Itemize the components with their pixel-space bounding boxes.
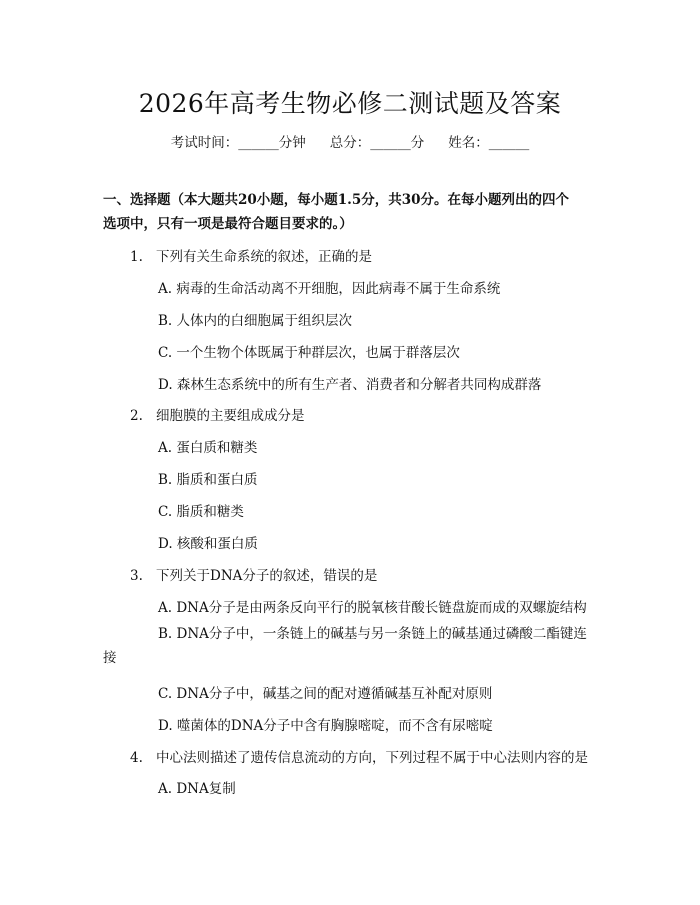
- page-title: 2026年高考生物必修二测试题及答案: [138, 89, 562, 118]
- section-heading: [103, 188, 603, 236]
- total-score-field: 总分：______分: [329, 135, 425, 151]
- answer-option: B. 脂质和蛋白质: [158, 472, 258, 488]
- section-heading-line: 一、选择题（本大题共20小题，每小题1.5分，共30分。在每小题列出的四个: [103, 192, 570, 208]
- question-number: 3.: [130, 568, 143, 584]
- question-number: 4.: [130, 750, 143, 766]
- answer-option: B. DNA分子中，一条链上的碱基与另一条链上的碱基通过磷酸二酯键连接: [103, 626, 587, 666]
- question-stem: [130, 404, 305, 424]
- answer-option: C. 一个生物个体既属于种群层次，也属于群落层次: [158, 345, 460, 361]
- question-text: 细胞膜的主要组成成分是: [156, 408, 305, 424]
- question-stem: [130, 746, 588, 766]
- question-number: 1.: [130, 249, 143, 265]
- answer-option: B. 人体内的白细胞属于组织层次: [158, 313, 353, 329]
- exam-time-field: 考试时间：______分钟: [170, 135, 306, 151]
- answer-option: A. 蛋白质和糖类: [158, 440, 258, 456]
- question-number: 2.: [130, 408, 143, 424]
- answer-option: A. DNA复制: [158, 781, 236, 797]
- answer-option: C. DNA分子中，碱基之间的配对遵循碱基互补配对原则: [158, 686, 493, 702]
- question-text: 中心法则描述了遗传信息流动的方向，下列过程不属于中心法则内容的是: [156, 750, 588, 766]
- question-stem: [130, 564, 377, 584]
- question-stem: [130, 245, 372, 265]
- answer-option: D. 噬菌体的DNA分子中含有胸腺嘧啶，而不含有尿嘧啶: [158, 718, 493, 734]
- answer-option: A. DNA分子是由两条反向平行的脱氧核苷酸长链盘旋而成的双螺旋结构: [158, 600, 587, 616]
- answer-option: D. 森林生态系统中的所有生产者、消费者和分解者共同构成群落: [158, 377, 542, 393]
- answer-option: C. 脂质和糖类: [158, 504, 244, 520]
- answer-option: D. 核酸和蛋白质: [158, 536, 258, 552]
- question-text: 下列有关生命系统的叙述，正确的是: [156, 249, 372, 265]
- student-name-field: 姓名：______: [448, 135, 530, 151]
- exam-meta: [0, 131, 700, 151]
- section-heading-line: 选项中，只有一项是最符合题目要求的。）: [103, 216, 353, 232]
- question-text: 下列关于DNA分子的叙述，错误的是: [156, 568, 378, 584]
- answer-option: A. 病毒的生命活动离不开细胞，因此病毒不属于生命系统: [158, 281, 501, 297]
